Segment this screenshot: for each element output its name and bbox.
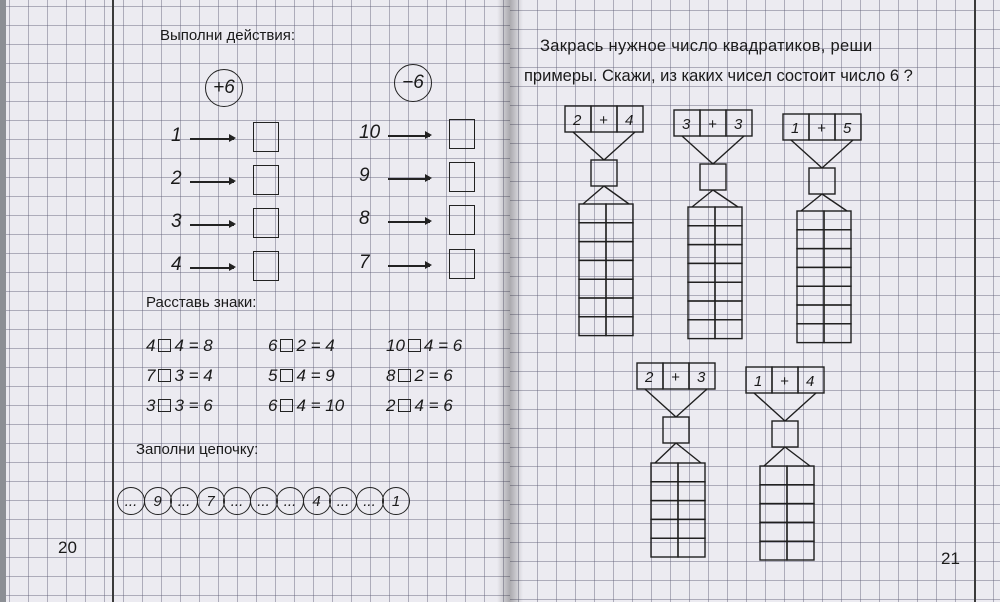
addition-diagram <box>565 106 643 336</box>
funnel-line <box>645 389 676 417</box>
color-square[interactable] <box>651 463 678 482</box>
equation-left-operand: 8 <box>386 366 396 385</box>
funnel-line <box>692 190 713 207</box>
sum-box[interactable] <box>809 168 835 194</box>
page-number-left: 20 <box>58 538 77 557</box>
color-square[interactable] <box>797 267 824 286</box>
color-square[interactable] <box>715 301 742 320</box>
equation-left-operand: 6 <box>268 396 278 415</box>
addend-b: 4 <box>625 112 634 129</box>
chain-bead[interactable]: ... <box>170 487 198 515</box>
color-square[interactable] <box>824 305 851 324</box>
addition-diagram <box>674 110 752 339</box>
sum-box[interactable] <box>663 417 689 443</box>
color-square[interactable] <box>715 226 742 245</box>
color-square[interactable] <box>715 320 742 339</box>
addend-b: 3 <box>697 369 706 386</box>
color-square[interactable] <box>824 230 851 249</box>
plus-sign: + <box>708 116 717 133</box>
addend-a: 2 <box>573 112 582 129</box>
task-3-title: Заполни цепочку: <box>136 441 259 458</box>
addition-diagram <box>783 114 861 343</box>
addend-a: 1 <box>754 373 763 390</box>
funnel-line <box>822 194 847 211</box>
minus-six-operator: −6 <box>394 64 432 102</box>
color-square[interactable] <box>678 501 705 520</box>
color-square[interactable] <box>824 249 851 268</box>
funnel-line <box>682 136 713 164</box>
color-square[interactable] <box>787 522 814 541</box>
funnel-line <box>655 443 676 463</box>
funnel-line <box>583 186 604 204</box>
color-square[interactable] <box>651 482 678 501</box>
color-square[interactable] <box>651 501 678 520</box>
equation-left-operand: 3 <box>146 396 156 415</box>
equation-left-operand: 10 <box>386 336 405 355</box>
funnel-line <box>801 194 822 211</box>
chain-bead[interactable]: 9 <box>144 487 172 515</box>
color-square[interactable] <box>688 263 715 282</box>
color-square[interactable] <box>606 260 633 279</box>
color-square[interactable] <box>787 541 814 560</box>
color-square[interactable] <box>678 482 705 501</box>
color-square[interactable] <box>688 245 715 264</box>
chain-bead[interactable]: 4 <box>303 487 331 515</box>
plus-sign: + <box>599 112 608 129</box>
addition-diagram <box>637 363 715 557</box>
plus-sign: + <box>780 373 789 390</box>
color-square[interactable] <box>606 317 633 336</box>
color-square[interactable] <box>688 207 715 226</box>
chain-bead[interactable]: ... <box>117 487 145 515</box>
color-square[interactable] <box>760 541 787 560</box>
sum-box[interactable] <box>591 160 617 186</box>
funnel-line <box>604 132 635 160</box>
addend-a: 2 <box>645 369 654 386</box>
color-square[interactable] <box>797 230 824 249</box>
color-square[interactable] <box>606 242 633 261</box>
color-square[interactable] <box>824 211 851 230</box>
color-square[interactable] <box>715 207 742 226</box>
funnel-line <box>604 186 629 204</box>
color-square[interactable] <box>678 463 705 482</box>
color-square[interactable] <box>678 519 705 538</box>
equation-left-operand: 2 <box>386 396 396 415</box>
color-square[interactable] <box>651 519 678 538</box>
color-square[interactable] <box>760 504 787 523</box>
addend-a: 3 <box>682 116 691 133</box>
equation-left-operand: 7 <box>146 366 156 385</box>
equation-rest: 4 = 10 <box>296 396 345 415</box>
color-square[interactable] <box>606 279 633 298</box>
equation-left-operand: 4 <box>146 336 156 355</box>
color-square[interactable] <box>606 298 633 317</box>
funnel-line <box>822 140 853 168</box>
addend-a: 1 <box>791 120 800 137</box>
equation-rest: 3 = 6 <box>174 396 213 415</box>
chain-bead[interactable]: 7 <box>197 487 225 515</box>
color-square[interactable] <box>606 223 633 242</box>
plus-input-number: 3 <box>171 211 182 232</box>
funnel-line <box>573 132 604 160</box>
color-square[interactable] <box>579 204 606 223</box>
equation-rest: 4 = 6 <box>423 336 463 355</box>
color-square[interactable] <box>760 485 787 504</box>
chain-bead[interactable]: ... <box>250 487 278 515</box>
plus-sign: + <box>671 369 680 386</box>
chain-bead[interactable]: ... <box>356 487 384 515</box>
chain-bead[interactable]: ... <box>276 487 304 515</box>
color-square[interactable] <box>688 282 715 301</box>
equation-rest: 4 = 6 <box>414 396 453 415</box>
funnel-line <box>791 140 822 168</box>
equation-left-operand: 5 <box>268 366 278 385</box>
addend-b: 3 <box>734 116 743 133</box>
color-square[interactable] <box>579 260 606 279</box>
addend-b: 5 <box>843 120 852 137</box>
equation-rest: 4 = 8 <box>174 336 213 355</box>
task-2-title: Расставь знаки: <box>146 294 257 311</box>
color-square[interactable] <box>715 263 742 282</box>
plus-sign: + <box>817 120 826 137</box>
chain-bead[interactable]: 1 <box>382 487 410 515</box>
color-square[interactable] <box>824 267 851 286</box>
color-square[interactable] <box>797 211 824 230</box>
page-number-right: 21 <box>941 549 960 568</box>
plus-input-number: 4 <box>171 254 182 275</box>
minus-input-number: 9 <box>359 165 370 186</box>
color-square[interactable] <box>787 466 814 485</box>
funnel-line <box>676 389 707 417</box>
color-square[interactable] <box>678 538 705 557</box>
minus-input-number: 8 <box>359 208 370 229</box>
funnel-line <box>754 393 785 421</box>
funnel-line <box>764 447 785 466</box>
minus-input-number: 7 <box>359 252 370 273</box>
funnel-line <box>713 190 738 207</box>
color-square[interactable] <box>579 242 606 261</box>
addend-b: 4 <box>806 373 815 390</box>
equation-rest: 2 = 6 <box>414 366 453 385</box>
equation-left-operand: 6 <box>268 336 278 355</box>
color-square[interactable] <box>688 226 715 245</box>
funnel-line <box>785 393 816 421</box>
color-square[interactable] <box>579 279 606 298</box>
sum-box[interactable] <box>700 164 726 190</box>
task-1-title: Выполни действия: <box>160 27 295 44</box>
color-square[interactable] <box>579 317 606 336</box>
task-4-title-line-1: Закрась нужное число квадратиков, реши <box>540 37 873 55</box>
color-square[interactable] <box>787 485 814 504</box>
funnel-line <box>785 447 810 466</box>
color-square[interactable] <box>797 249 824 268</box>
color-square[interactable] <box>715 245 742 264</box>
color-square[interactable] <box>606 204 633 223</box>
sum-box[interactable] <box>772 421 798 447</box>
color-square[interactable] <box>688 301 715 320</box>
color-square[interactable] <box>760 466 787 485</box>
addition-diagram <box>746 367 824 560</box>
equation-rest: 2 = 4 <box>296 336 335 355</box>
funnel-line <box>676 443 701 463</box>
equation-rest: 3 = 4 <box>174 366 213 385</box>
funnel-line <box>713 136 744 164</box>
color-square[interactable] <box>579 223 606 242</box>
color-square[interactable] <box>797 324 824 343</box>
equation-rest: 4 = 9 <box>296 366 335 385</box>
color-square[interactable] <box>715 282 742 301</box>
color-square[interactable] <box>797 286 824 305</box>
color-square[interactable] <box>824 286 851 305</box>
chain-bead[interactable]: ... <box>329 487 357 515</box>
plus-input-number: 2 <box>171 168 182 189</box>
color-square[interactable] <box>760 522 787 541</box>
color-square[interactable] <box>797 305 824 324</box>
plus-six-operator: +6 <box>205 69 243 107</box>
color-square[interactable] <box>651 538 678 557</box>
chain-bead[interactable]: ... <box>223 487 251 515</box>
minus-input-number: 10 <box>359 122 381 143</box>
color-square[interactable] <box>579 298 606 317</box>
color-square[interactable] <box>688 320 715 339</box>
color-square[interactable] <box>787 504 814 523</box>
color-square[interactable] <box>824 324 851 343</box>
plus-input-number: 1 <box>171 125 182 146</box>
task-4-title-line-2: примеры. Скажи, из каких чисел состоит число 6 ? <box>524 67 913 85</box>
